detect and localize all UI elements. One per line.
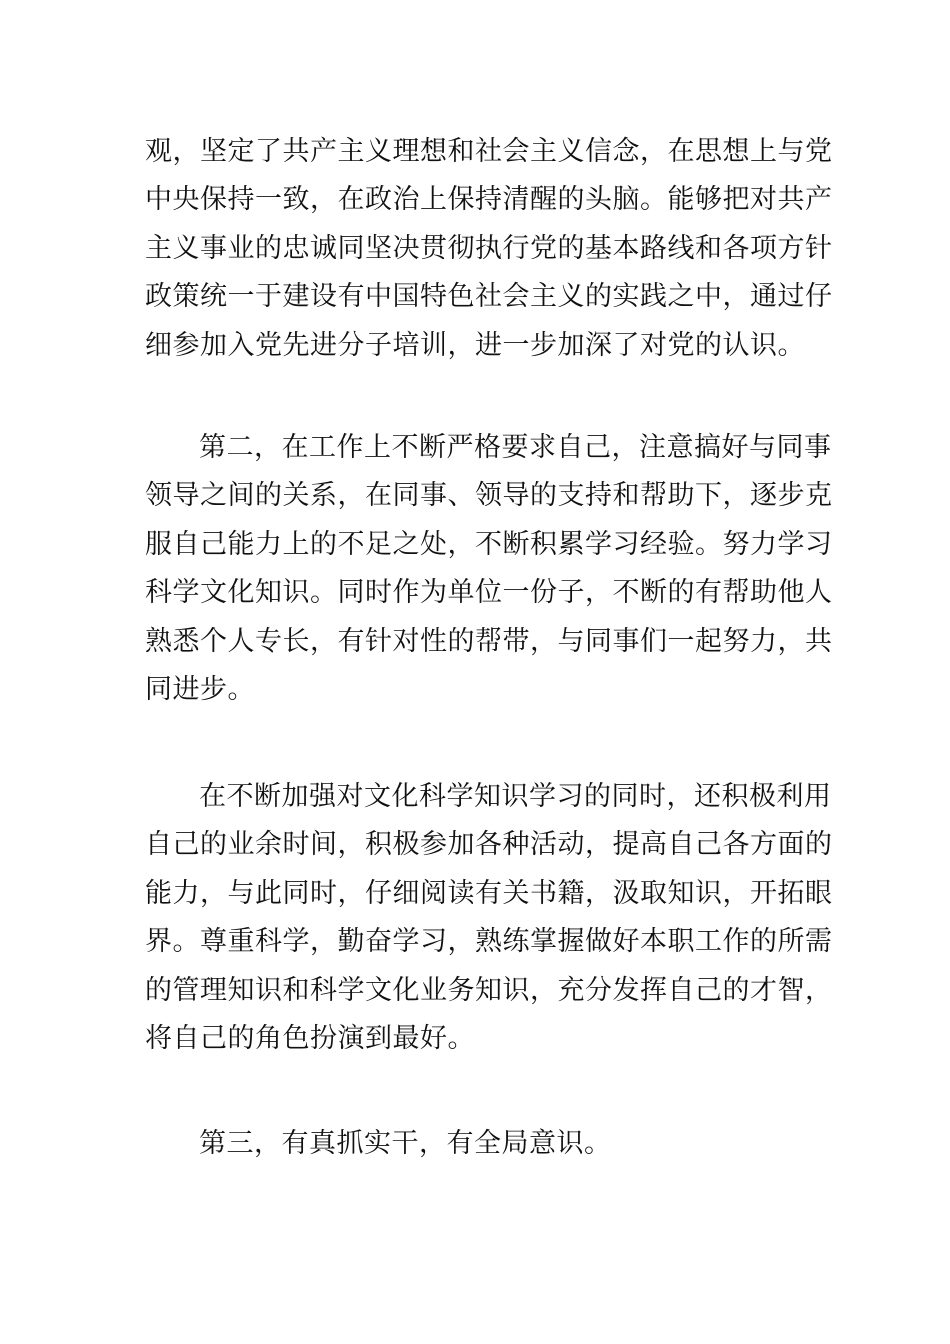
paragraph-line: 第三，有真抓实干，有全局意识。 <box>199 1128 612 1159</box>
paragraph-line: 领导之间的关系，在同事、领导的支持和帮助下，逐步克 <box>145 480 833 512</box>
paragraph-line: 中央保持一致，在政治上保持清醒的头脑。能够把对共产 <box>145 184 833 216</box>
paragraph-line: 在不断加强对文化科学知识学习的同时，还积极利用 <box>199 781 832 812</box>
paragraph-continuation <box>145 128 833 370</box>
paragraph-line: 能力，与此同时，仔细阅读有关书籍，汲取知识，开拓眼 <box>145 877 833 909</box>
paragraph-line: 将自己的角色扮演到最好。 <box>145 1022 475 1054</box>
paragraph-line: 主义事业的忠诚同坚决贯彻执行党的基本路线和各项方针 <box>145 232 833 264</box>
paragraph-line: 第二，在工作上不断严格要求自己，注意搞好与同事 <box>199 432 832 463</box>
paragraph-line: 界。尊重科学，勤奋学习，熟练掌握做好本职工作的所需 <box>145 926 833 958</box>
paragraph-learning <box>145 773 833 1063</box>
paragraph-line: 同进步。 <box>145 673 255 705</box>
paragraph-second-point <box>145 424 833 714</box>
paragraph-line: 服自己能力上的不足之处，不断积累学习经验。努力学习 <box>145 528 833 560</box>
paragraph-line: 科学文化知识。同时作为单位一份子，不断的有帮助他人 <box>145 577 833 609</box>
paragraph-line: 细参加入党先进分子培训，进一步加深了对党的认识。 <box>145 329 805 361</box>
paragraph-line: 的管理知识和科学文化业务知识，充分发挥自己的才智， <box>145 974 833 1006</box>
paragraph-line: 熟悉个人专长，有针对性的帮带，与同事们一起努力，共 <box>145 625 833 657</box>
paragraph-line: 观，坚定了共产主义理想和社会主义信念，在思想上与党 <box>145 136 833 167</box>
paragraph-line: 自己的业余时间，积极参加各种活动，提高自己各方面的 <box>145 829 833 861</box>
paragraph-line: 政策统一于建设有中国特色社会主义的实践之中，通过仔 <box>145 281 833 313</box>
paragraph-third-point <box>145 1120 810 1168</box>
